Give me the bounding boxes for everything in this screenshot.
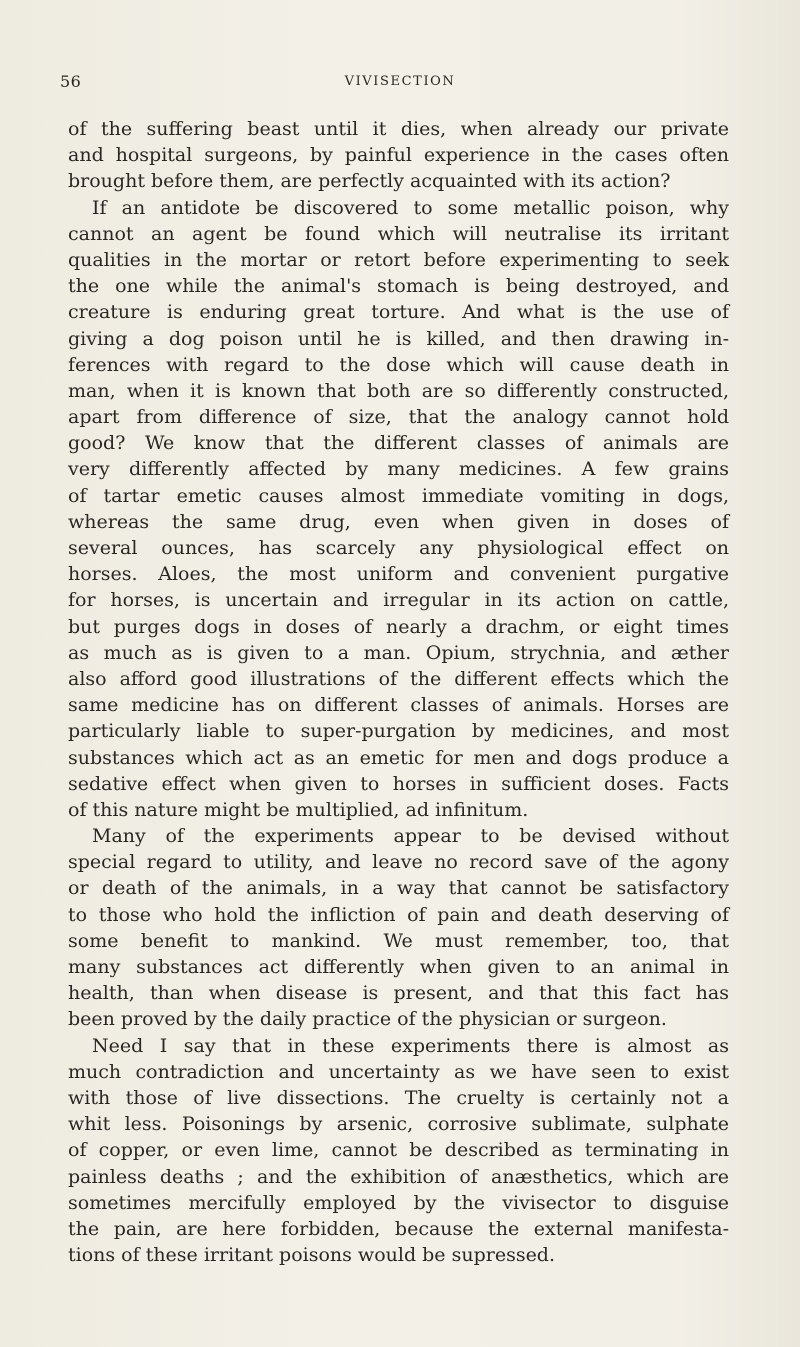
text-line: or death of the animals, in a way that cannot be satisfactory <box>68 877 729 900</box>
text-line: brought before them, are perfectly acquainted with its action? <box>68 170 671 193</box>
text-line: as much as is given to a man. Opium, strychnia, and æther <box>68 641 729 664</box>
text-line: whereas the same drug, even when given in doses of <box>68 510 729 533</box>
text-line: many substances act differently when given to an animal in <box>68 956 729 978</box>
text-line: health, than when disease is present, and that this fact has <box>68 982 729 1005</box>
text-line: of the suffering beast until it dies, when already our private <box>68 118 729 140</box>
text-line: apart from difference of size, that the analogy cannot hold <box>68 406 729 429</box>
text-line: for horses, is uncertain and irregular in its action on cattle, <box>68 589 729 612</box>
text-line: very differently affected by many medicines. A few grains <box>68 458 729 481</box>
text-line: creature is enduring great torture. And what is the use of <box>68 301 729 324</box>
text-line: same medicine has on different classes of animals. Horses are <box>68 694 729 717</box>
text-line: and hospital surgeons, by painful experience in the cases often <box>68 144 729 167</box>
text-line: sedative effect when given to horses in sufficient doses. Facts <box>68 772 729 795</box>
text-line: sometimes mercifully employed by the vivisector to disguise <box>68 1191 729 1214</box>
text-line: of tartar emetic causes almost immediate vomiting in dogs, <box>68 484 729 507</box>
text-line: Many of the experiments appear to be devised without <box>92 825 729 848</box>
running-head <box>0 72 800 96</box>
text-line: particularly liable to super-purgation by medicines, and most <box>68 720 729 743</box>
text-line: the one while the animal's stomach is being destroyed, and <box>68 275 729 298</box>
text-line: cannot an agent be found which will neutralise its irritant <box>68 222 729 245</box>
running-title: VIVISECTION <box>344 74 456 89</box>
text-line: painless deaths ; and the exhibition of anæsthetics, which are <box>68 1165 729 1188</box>
text-line: several ounces, has scarcely any physiological effect on <box>68 537 729 559</box>
text-line: If an antidote be discovered to some metallic poison, why <box>92 196 729 219</box>
text-line: been proved by the daily practice of the physician or surgeon. <box>68 1008 667 1031</box>
text-line: man, when it is known that both are so differently constructed, <box>68 379 729 402</box>
text-line: of copper, or even lime, cannot be described as terminating in <box>68 1139 729 1162</box>
text-line: much contradiction and uncertainty as we have seen to exist <box>68 1060 729 1083</box>
body-text <box>68 116 729 1268</box>
text-line: substances which act as an emetic for men and dogs produce a <box>68 746 729 769</box>
text-line: some benefit to mankind. We must remember, too, that <box>68 929 729 952</box>
text-line: qualities in the mortar or retort before experimenting to seek <box>68 248 729 271</box>
text-line: special regard to utility, and leave no record save of the agony <box>68 851 729 874</box>
text-line: of this nature might be multiplied, ad infinitum. <box>68 798 529 821</box>
text-line: the pain, are here forbidden, because the external manifesta- <box>68 1217 729 1240</box>
text-line: also afford good illustrations of the different effects which the <box>68 667 729 690</box>
text-line: Need I say that in these experiments there is almost as <box>92 1034 729 1057</box>
text-line: ferences with regard to the dose which will cause death in <box>68 353 729 376</box>
page-number: 56 <box>60 72 82 91</box>
text-line: with those of live dissections. The cruelty is certainly not a <box>68 1086 729 1109</box>
text-line: horses. Aloes, the most uniform and convenient purgative <box>68 563 729 586</box>
text-line: to those who hold the infliction of pain and death deserving of <box>68 903 729 926</box>
text-line: giving a dog poison until he is killed, and then drawing in- <box>68 327 729 350</box>
text-line: tions of these irritant poisons would be supressed. <box>68 1244 556 1267</box>
text-line: good? We know that the different classes of animals are <box>68 432 729 455</box>
text-line: but purges dogs in doses of nearly a drachm, or eight times <box>68 615 729 638</box>
text-line: whit less. Poisonings by arsenic, corrosive sublimate, sulphate <box>68 1113 729 1136</box>
